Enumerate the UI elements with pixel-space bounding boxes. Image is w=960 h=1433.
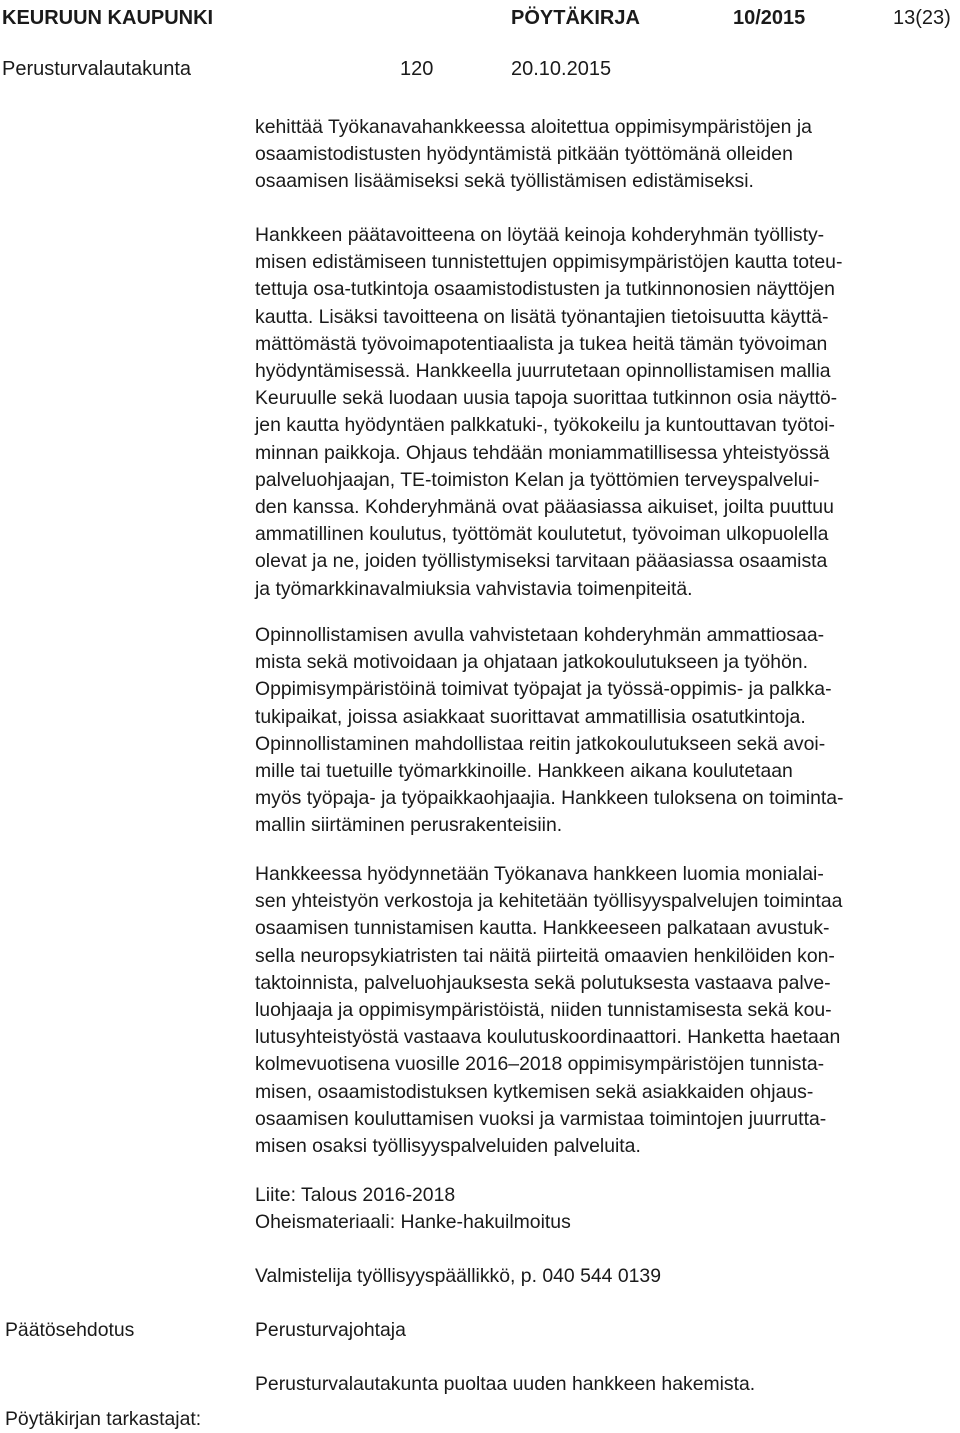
text-line: Keuruulle sekä luodaan uusia tapoja suorittaa tutkinnon osia näyttö-	[255, 387, 838, 410]
text-line: misen, osaamistodistuksen kytkemisen sekä asiakkaiden ohjaus-	[255, 1080, 814, 1103]
text-line: sella neuropsykiatristen tai näitä piirteitä omaavien henkilöiden kon-	[255, 944, 835, 967]
text-line: kautta. Lisäksi tavoitteena on lisätä työnantajien tietoisuutta käyttä-	[255, 305, 829, 328]
document-number: 10/2015	[733, 7, 806, 29]
text-line: misen edistämiseen tunnistettujen oppimisympäristöjen kautta toteu-	[255, 251, 843, 274]
text-line: mallin siirtäminen perusrakenteisiin.	[255, 814, 563, 837]
text-line: myös työpaja- ja työpaikkaohjaajia. Hankkeen tuloksena on toiminta-	[255, 787, 844, 810]
text-line: misen osaksi työllisyyspalveluiden palveluita.	[255, 1135, 641, 1158]
text-line: luohjaaja ja oppimisympäristöistä, niiden tunnistamisesta sekä kou-	[255, 999, 832, 1022]
text-line: kolmevuotisena vuosille 2016–2018 oppimisympäristöjen tunnista-	[255, 1053, 825, 1076]
text-line: kehittää Työkanavahankkeessa aloitettua oppimisympäristöjen ja	[255, 116, 812, 138]
text-line: minnan paikkoja. Ohjaus tehdään moniammatillisessa yhteistyössä	[255, 441, 830, 464]
text-line: osaamisen lisäämiseksi sekä työllistämisen edistämiseksi.	[255, 170, 754, 193]
text-line: mättömästä työvoimapotentiaalista ja tukea heitä tämän työvoiman	[255, 332, 828, 355]
text-line: sen yhteistyön verkostoja ja kehitetään työllisyyspalvelujen toimintaa	[255, 890, 843, 913]
text-line: mista sekä motivoidaan ja ohjataan jatkokoulutukseen ja työhön.	[255, 651, 808, 674]
page-number: 13(23)	[893, 7, 951, 29]
text-line: mille tai tuetuille työmarkkinoille. Hankkeen aikana koulutetaan	[255, 760, 793, 783]
paragraph-intro	[255, 114, 955, 196]
text-line: jen kautta hyödyntäen palkkatuki-, työkokeilu ja kuntouttavan työtoi-	[255, 414, 835, 437]
text-line: ja työmarkkinavalmiuksia vahvistavia toimenpiteitä.	[255, 577, 693, 600]
attachments-block	[255, 1182, 955, 1236]
paragraph-opinnollistaminen	[255, 622, 955, 840]
preparer-line: Valmistelija työllisyyspäällikkö, p. 040 544 0139	[255, 1265, 661, 1287]
text-line: palveluohjaajan, TE-toimiston Kelan ja työttömien terveyspalvelui-	[255, 468, 820, 491]
text-line: osaamisen kouluttamisen vuoksi ja varmistaa toimintojen juurrutta-	[255, 1107, 827, 1130]
proposer-text: Perusturvajohtaja	[255, 1319, 406, 1341]
preparer-block	[255, 1263, 955, 1290]
text-line: Hankkeen päätavoitteena on löytää keinoja kohderyhmän työllisty-	[255, 224, 825, 246]
section-number: 120	[400, 58, 434, 80]
text-line: ammatillinen koulutus, työttömät koulutetut, työvoiman ulkopuolella	[255, 523, 829, 546]
text-line: osaamistodistusten hyödyntämistä pitkään työttömänä olleiden	[255, 143, 793, 166]
organization-name: KEURUUN KAUPUNKI	[2, 7, 214, 29]
decision-line: Perusturvalautakunta puoltaa uuden hankkeen hakemista.	[255, 1373, 756, 1395]
text-line: Opinnollistamisen avulla vahvistetaan kohderyhmän ammattiosaa-	[255, 624, 825, 646]
attachment-line: Liite: Talous 2016-2018	[255, 1184, 456, 1206]
decision-text	[255, 1371, 955, 1398]
meeting-date: 20.10.2015	[511, 58, 612, 80]
supplementary-material-line: Oheismateriaali: Hanke-hakuilmoitus	[255, 1211, 571, 1234]
paragraph-main-goal	[255, 222, 955, 603]
committee-name: Perusturvalautakunta	[2, 58, 192, 80]
text-line: osaamisen tunnistamisen kautta. Hankkeeseen palkataan avustuk-	[255, 917, 830, 940]
text-line: hyödyntämisessä. Hankkeella juurrutetaan opinnollistamisen mallia	[255, 360, 831, 383]
paragraph-network	[255, 861, 955, 1160]
text-line: lutusyhteistyöstä vastaava koulutuskoordinaattori. Hanketta haetaan	[255, 1026, 841, 1049]
text-line: Opinnollistaminen mahdollistaa reitin jatkokoulutukseen sekä avoi-	[255, 732, 826, 755]
decision-label: Päätösehdotus	[5, 1319, 135, 1341]
text-line: tettuja osa-tutkintoja osaamistodistusten ja tutkinnonosien näyttöjen	[255, 278, 835, 301]
text-line: Hankkeessa hyödynnetään Työkanava hankkeen luomia monialai-	[255, 863, 824, 885]
text-line: olevat ja ne, joiden työllistymiseksi tarvitaan pääasiassa osaamista	[255, 550, 828, 573]
reviewers-label: Pöytäkirjan tarkastajat:	[5, 1408, 202, 1430]
text-line: Oppimisympäristöinä toimivat työpajat ja työssä-oppimis- ja palkka-	[255, 678, 832, 701]
decision-proposer	[255, 1317, 955, 1344]
document-type: PÖYTÄKIRJA	[511, 7, 640, 29]
text-line: tukipaikat, joissa asiakkaat suorittavat ammatillisia osatutkintoja.	[255, 705, 806, 728]
text-line: den kanssa. Kohderyhmänä ovat pääasiassa aikuiset, joilta puuttuu	[255, 496, 834, 519]
text-line: taktoinnista, palveluohjauksesta sekä polutuksesta vastaava palve-	[255, 971, 831, 994]
